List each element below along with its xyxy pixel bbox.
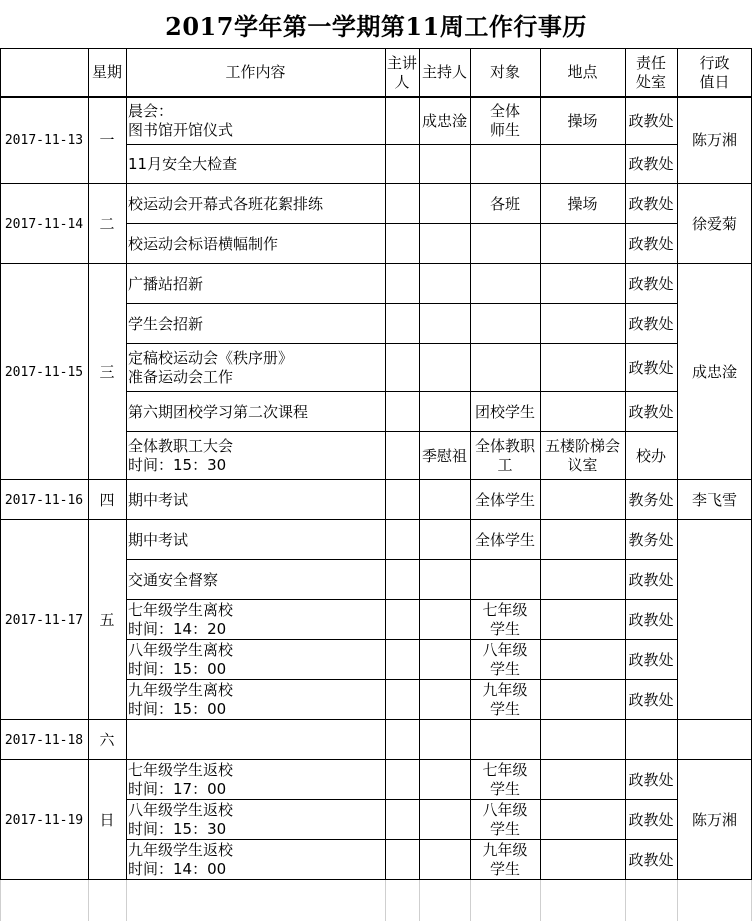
host-cell (419, 145, 470, 184)
content-cell (126, 640, 385, 680)
host-cell (419, 560, 470, 600)
date-cell-text: 2017-11-13 (4, 133, 84, 148)
grid-line (677, 880, 678, 921)
date-cell (0, 97, 88, 184)
target-cell (470, 520, 540, 560)
target-cell (470, 640, 540, 680)
target-cell (470, 392, 540, 432)
dept-cell (625, 304, 677, 344)
content-cell-text: 九年级学生返校 时间：14：00 (128, 841, 234, 878)
location-cell (540, 680, 625, 720)
duty-cell (677, 184, 752, 264)
target-cell-text: 全体 师生 (489, 102, 520, 139)
speaker-cell (385, 520, 419, 560)
header-dept (625, 48, 677, 97)
content-cell-text: 九年级学生离校 时间：15：00 (128, 681, 234, 718)
dept-cell (625, 840, 677, 880)
dept-cell (625, 344, 677, 392)
grid-line (126, 839, 677, 840)
location-cell (540, 800, 625, 840)
content-cell (126, 97, 385, 145)
dept-cell (625, 392, 677, 432)
speaker-cell (385, 304, 419, 344)
host-cell (419, 480, 470, 520)
dept-cell-text: 政教处 (628, 194, 674, 213)
dept-cell-text: 政教处 (628, 358, 674, 377)
dept-cell-text: 政教处 (628, 402, 674, 421)
host-cell (419, 432, 470, 480)
grid-line (126, 431, 677, 432)
host-cell (419, 304, 470, 344)
grid-line (625, 48, 626, 880)
weekday-cell (88, 760, 126, 880)
grid-line (126, 599, 677, 600)
grid-line (470, 880, 471, 921)
target-cell (470, 184, 540, 224)
header-target (470, 48, 540, 97)
grid-line (0, 719, 752, 720)
content-cell (126, 560, 385, 600)
target-cell-text: 各班 (489, 194, 520, 213)
grid-line (126, 303, 677, 304)
speaker-cell (385, 432, 419, 480)
location-cell (540, 520, 625, 560)
content-cell-text: 定稿校运动会《秩序册》 准备运动会工作 (128, 349, 294, 386)
host-cell (419, 840, 470, 880)
location-cell-text: 操场 (567, 111, 598, 130)
dept-cell-text: 政教处 (628, 650, 674, 669)
speaker-cell (385, 560, 419, 600)
host-cell (419, 392, 470, 432)
dept-cell (625, 640, 677, 680)
content-cell (126, 680, 385, 720)
header-weekday-text: 星期 (91, 63, 122, 81)
content-cell (126, 184, 385, 224)
date-cell-text: 2017-11-15 (4, 364, 84, 380)
content-cell-text: 校运动会开幕式各班花絮排练 (128, 194, 324, 213)
host-cell (419, 680, 470, 720)
content-cell (126, 392, 385, 432)
speaker-cell (385, 760, 419, 800)
date-cell-text: 2017-11-19 (4, 812, 84, 828)
dept-cell-text: 政教处 (628, 314, 674, 333)
header-duty (677, 48, 752, 97)
dept-cell-text: 校办 (635, 446, 666, 465)
dept-cell (625, 97, 677, 145)
weekday-cell (88, 97, 126, 184)
grid-line (625, 880, 626, 921)
weekday-cell (88, 264, 126, 480)
speaker-cell (385, 224, 419, 264)
location-cell (540, 760, 625, 800)
target-cell-text: 七年级 学生 (482, 601, 528, 638)
content-cell-text: 晨会： 图书馆开馆仪式 (128, 102, 234, 139)
target-cell (470, 560, 540, 600)
speaker-cell (385, 97, 419, 145)
dept-cell-text: 政教处 (628, 274, 674, 293)
target-cell-text: 九年级 学生 (482, 841, 528, 878)
host-cell (419, 640, 470, 680)
speaker-cell (385, 720, 419, 760)
weekday-cell-text: 日 (99, 810, 115, 829)
target-cell (470, 720, 540, 760)
target-cell-text: 团校学生 (474, 402, 535, 421)
duty-cell (677, 720, 752, 760)
target-cell (470, 97, 540, 145)
target-cell (470, 480, 540, 520)
location-cell-text: 五楼阶梯会 议室 (544, 437, 620, 474)
dept-cell (625, 720, 677, 760)
location-cell (540, 344, 625, 392)
dept-cell-text: 政教处 (628, 155, 674, 173)
header-location-text: 地点 (567, 63, 598, 81)
grid-line (126, 343, 677, 344)
weekday-cell-text: 三 (99, 362, 115, 381)
dept-cell-text: 教务处 (628, 530, 674, 549)
speaker-cell (385, 184, 419, 224)
content-cell-text: 期中考试 (128, 530, 189, 549)
dept-cell-text: 政教处 (628, 690, 674, 709)
location-cell (540, 392, 625, 432)
dept-cell (625, 432, 677, 480)
header-speaker-text: 主讲 人 (386, 53, 417, 91)
target-cell-text: 七年级 学生 (482, 761, 528, 798)
dept-cell (625, 800, 677, 840)
host-cell (419, 760, 470, 800)
date-cell-text: 2017-11-14 (4, 216, 84, 232)
grid-line (385, 48, 386, 880)
grid-line (419, 48, 420, 880)
duty-cell (677, 97, 752, 184)
location-cell (540, 184, 625, 224)
weekday-cell-text: 二 (99, 214, 115, 233)
dept-cell (625, 520, 677, 560)
location-cell (540, 560, 625, 600)
location-cell (540, 224, 625, 264)
target-cell-text: 九年级 学生 (482, 681, 528, 718)
dept-cell-text: 政教处 (628, 570, 674, 589)
speaker-cell (385, 344, 419, 392)
content-cell-text: 第六期团校学习第二次课程 (128, 402, 309, 421)
date-cell (0, 520, 88, 720)
dept-cell-text: 政教处 (628, 111, 674, 130)
content-cell (126, 344, 385, 392)
target-cell (470, 800, 540, 840)
location-cell (540, 145, 625, 184)
grid-line (88, 48, 89, 880)
host-cell (419, 344, 470, 392)
date-cell-text: 2017-11-17 (4, 612, 84, 628)
content-cell (126, 600, 385, 640)
header-host-text: 主持人 (421, 63, 467, 81)
grid-line (0, 519, 752, 520)
target-cell (470, 680, 540, 720)
grid-line (0, 479, 752, 480)
weekday-cell (88, 480, 126, 520)
grid-line (126, 223, 677, 224)
host-cell (419, 224, 470, 264)
duty-cell-text: 成忠淦 (691, 362, 737, 381)
speaker-cell (385, 392, 419, 432)
content-cell (126, 480, 385, 520)
target-cell (470, 304, 540, 344)
speaker-cell (385, 640, 419, 680)
speaker-cell (385, 800, 419, 840)
target-cell (470, 145, 540, 184)
content-cell-text: 11月安全大检查 (128, 155, 238, 173)
header-target-text: 对象 (489, 63, 520, 81)
dept-cell-text: 政教处 (628, 234, 674, 253)
grid-line (540, 880, 541, 921)
weekday-cell-text: 四 (99, 490, 115, 509)
grid-line (126, 639, 677, 640)
grid-line (470, 48, 471, 880)
content-cell-text: 学生会招新 (128, 314, 204, 333)
content-cell-text: 七年级学生离校 时间：14：20 (128, 601, 234, 638)
header-date (0, 48, 88, 97)
dept-cell-text: 政教处 (628, 770, 674, 789)
content-cell-text: 全体教职工大会 时间：15：30 (128, 437, 234, 474)
content-cell (126, 224, 385, 264)
speaker-cell (385, 145, 419, 184)
grid-line (126, 799, 677, 800)
dept-cell-text: 政教处 (628, 810, 674, 829)
content-cell-text: 七年级学生返校 时间：17：00 (128, 761, 234, 798)
date-cell-text: 2017-11-18 (4, 732, 84, 748)
dept-cell-text: 教务处 (628, 490, 674, 509)
weekday-cell-text: 六 (99, 730, 115, 749)
grid-line (540, 48, 541, 880)
date-cell (0, 720, 88, 760)
dept-cell-text: 政教处 (628, 610, 674, 629)
location-cell (540, 264, 625, 304)
target-cell (470, 224, 540, 264)
location-cell (540, 640, 625, 680)
grid-line (385, 880, 386, 921)
content-cell (126, 840, 385, 880)
content-cell (126, 304, 385, 344)
host-cell (419, 264, 470, 304)
date-cell (0, 264, 88, 480)
duty-cell (677, 520, 752, 720)
header-content-text: 工作内容 (225, 63, 286, 81)
host-cell-text: 季慰祖 (421, 446, 467, 465)
location-cell (540, 304, 625, 344)
dept-cell (625, 600, 677, 640)
grid-line (0, 48, 752, 49)
duty-cell (677, 760, 752, 880)
content-cell-text: 校运动会标语横幅制作 (128, 234, 279, 253)
content-cell (126, 432, 385, 480)
speaker-cell (385, 680, 419, 720)
grid-line (0, 263, 752, 264)
duty-cell-text: 陈万湘 (691, 810, 737, 829)
weekday-cell-text: 一 (99, 131, 115, 149)
date-cell-text: 2017-11-16 (4, 492, 84, 508)
target-cell-text: 全体教职 工 (474, 437, 535, 474)
host-cell-text: 成忠淦 (421, 111, 467, 130)
dept-cell (625, 264, 677, 304)
target-cell (470, 840, 540, 880)
grid-line (0, 759, 752, 760)
dept-cell (625, 680, 677, 720)
dept-cell (625, 560, 677, 600)
date-cell (0, 760, 88, 880)
page-title: 2017学年第一学期第11周工作行事历 (165, 11, 587, 41)
content-cell (126, 800, 385, 840)
host-cell (419, 720, 470, 760)
dept-cell (625, 760, 677, 800)
grid-line (0, 48, 1, 880)
dept-cell (625, 480, 677, 520)
location-cell-text: 操场 (567, 194, 598, 213)
dept-cell (625, 224, 677, 264)
location-cell (540, 480, 625, 520)
host-cell (419, 600, 470, 640)
location-cell (540, 97, 625, 145)
grid-line (0, 183, 752, 184)
duty-cell-text: 陈万湘 (691, 131, 737, 149)
target-cell (470, 600, 540, 640)
weekday-cell (88, 720, 126, 760)
header-host (419, 48, 470, 97)
content-cell-text: 交通安全督察 (128, 570, 219, 589)
content-cell-text: 八年级学生返校 时间：15：30 (128, 801, 234, 838)
grid-line (88, 880, 89, 921)
speaker-cell (385, 264, 419, 304)
grid-line (126, 391, 677, 392)
grid-line (677, 48, 678, 880)
date-cell (0, 184, 88, 264)
target-cell (470, 344, 540, 392)
duty-cell (677, 480, 752, 520)
target-cell (470, 760, 540, 800)
target-cell-text: 八年级 学生 (482, 641, 528, 678)
content-cell-text: 八年级学生离校 时间：15：00 (128, 641, 234, 678)
grid-line (126, 679, 677, 680)
grid-line (0, 879, 752, 880)
date-cell (0, 480, 88, 520)
grid-line (126, 559, 677, 560)
weekday-cell-text: 五 (99, 610, 115, 629)
header-location (540, 48, 625, 97)
speaker-cell (385, 840, 419, 880)
grid-line (126, 144, 677, 145)
grid-line (126, 880, 127, 921)
location-cell (540, 720, 625, 760)
header-duty-text: 行政 值日 (699, 53, 730, 91)
dept-cell-text: 政教处 (628, 850, 674, 869)
target-cell-text: 全体学生 (474, 530, 535, 549)
host-cell (419, 800, 470, 840)
target-cell (470, 432, 540, 480)
grid-line (419, 880, 420, 921)
speaker-cell (385, 480, 419, 520)
location-cell (540, 600, 625, 640)
host-cell (419, 184, 470, 224)
target-cell-text: 全体学生 (474, 490, 535, 509)
dept-cell (625, 145, 677, 184)
header-speaker (385, 48, 419, 97)
duty-cell-text: 徐爱菊 (691, 214, 737, 233)
weekday-cell (88, 184, 126, 264)
target-cell-text: 八年级 学生 (482, 801, 528, 838)
duty-cell (677, 264, 752, 480)
weekday-cell (88, 520, 126, 720)
content-cell-text: 广播站招新 (128, 274, 204, 293)
header-content (126, 48, 385, 97)
header-weekday (88, 48, 126, 97)
header-dept-text: 责任 处室 (635, 53, 666, 91)
target-cell (470, 264, 540, 304)
dept-cell (625, 184, 677, 224)
content-cell (126, 760, 385, 800)
grid-line (0, 880, 1, 921)
host-cell (419, 520, 470, 560)
content-cell (126, 520, 385, 560)
grid-line (0, 96, 752, 98)
content-cell-text: 期中考试 (128, 490, 189, 509)
duty-cell-text: 李飞雪 (691, 490, 737, 509)
location-cell (540, 432, 625, 480)
grid-line (126, 48, 127, 880)
content-cell (126, 720, 385, 760)
content-cell (126, 264, 385, 304)
speaker-cell (385, 600, 419, 640)
location-cell (540, 840, 625, 880)
content-cell (126, 145, 385, 184)
host-cell (419, 97, 470, 145)
